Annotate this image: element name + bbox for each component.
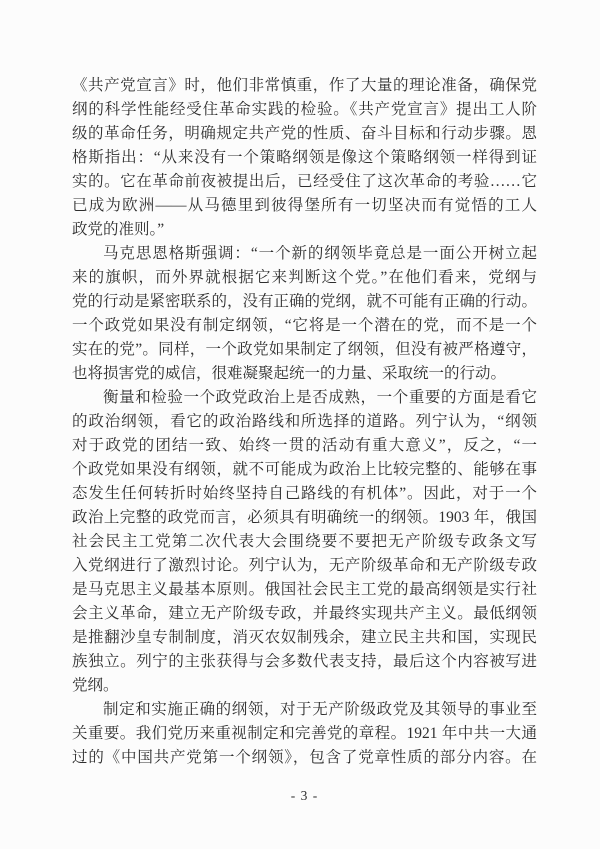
text-line: 纲的科学性能经受住革命实践的检验。《共产党宣言》提出工人阶 — [72, 101, 537, 118]
text-line: 族独立。列宁的主张获得与会多数代表支持，最后这个内容被写进 — [72, 653, 537, 670]
text-line: 衡量和检验一个政党政治上是否成熟，一个重要的方面是看它 — [103, 389, 537, 406]
text-line: 《共产党宣言》时，他们非常慎重，作了大量的理论准备，确保党 — [72, 77, 537, 94]
text-line: 是推翻沙皇专制制度，消灭农奴制残余，建立民主共和国，实现民 — [72, 629, 537, 646]
text-line: 来的旗帜，而外界就根据它来判断这个党。”在他们看来，党纲与 — [72, 269, 537, 286]
text-line: 实的。它在革命前夜被提出后，已经受住了这次革命的考验……它 — [72, 173, 537, 190]
text-line: 马克思恩格斯强调：“一个新的纲领毕竟总是一面公开树立起 — [103, 245, 537, 262]
text-line: 制定和实施正确的纲领，对于无产阶级政党及其领导的事业至 — [103, 701, 537, 718]
paragraph — [72, 74, 537, 242]
paragraph — [72, 386, 537, 698]
text-line: 已成为欧洲——从马德里到彼得堡所有一切坚决而有觉悟的工人 — [72, 197, 537, 214]
text-line: 实在的党”。同样，一个政党如果制定了纲领，但没有被严格遵守， — [72, 341, 537, 358]
text-line: 的政治纲领，看它的政治路线和所选择的道路。列宁认为，“纲领 — [72, 413, 537, 430]
text-line: 格斯指出：“从来没有一个策略纲领是像这个策略纲领一样得到证 — [72, 149, 537, 166]
text-line: 会主义革命，建立无产阶级专政，并最终实现共产主义。最低纲领 — [72, 605, 537, 622]
text-line: 对于政党的团结一致、始终一贯的活动有重大意义”，反之，“一 — [72, 437, 537, 454]
text-line: 个政党如果没有纲领，就不可能成为政治上比较完整的、能够在事 — [72, 461, 537, 478]
text-line: 也将损害党的威信，很难凝聚起统一的力量、采取统一的行动。 — [72, 365, 507, 382]
document-body — [72, 74, 537, 770]
text-line: 入党纲进行了激烈讨论。列宁认为，无产阶级革命和无产阶级专政 — [72, 557, 537, 574]
text-line: 是马克思主义最基本原则。俄国社会民主工党的最高纲领是实行社 — [72, 581, 537, 598]
text-line: 级的革命任务，明确规定共产党的性质、奋斗目标和行动步骤。恩 — [72, 125, 537, 142]
text-line: 党的行动是紧密联系的，没有正确的党纲，就不可能有正确的行动。 — [72, 293, 537, 310]
text-line: 一个政党如果没有制定纲领，“它将是一个潜在的党，而不是一个 — [72, 317, 537, 334]
paragraph — [72, 698, 537, 770]
text-line: 政党的准则。” — [72, 221, 165, 238]
text-line: 社会民主工党第二次代表大会围绕要不要把无产阶级专政条文写 — [72, 533, 537, 550]
page-footer — [72, 788, 537, 804]
text-line: 关重要。我们党历来重视制定和完善党的章程。1921 年中共一大通 — [72, 725, 537, 742]
text-line: 过的《中国共产党第一个纲领》，包含了党章性质的部分内容。在 — [72, 749, 537, 766]
text-line: 态发生任何转折时始终坚持自己路线的有机体”。因此，对于一个 — [72, 485, 537, 502]
text-line: 党纲。 — [72, 677, 119, 694]
page-number: - 3 - — [290, 788, 319, 803]
paragraph — [72, 242, 537, 386]
text-line: 政治上完整的政党而言，必须具有明确统一的纲领。1903 年，俄国 — [72, 509, 537, 526]
